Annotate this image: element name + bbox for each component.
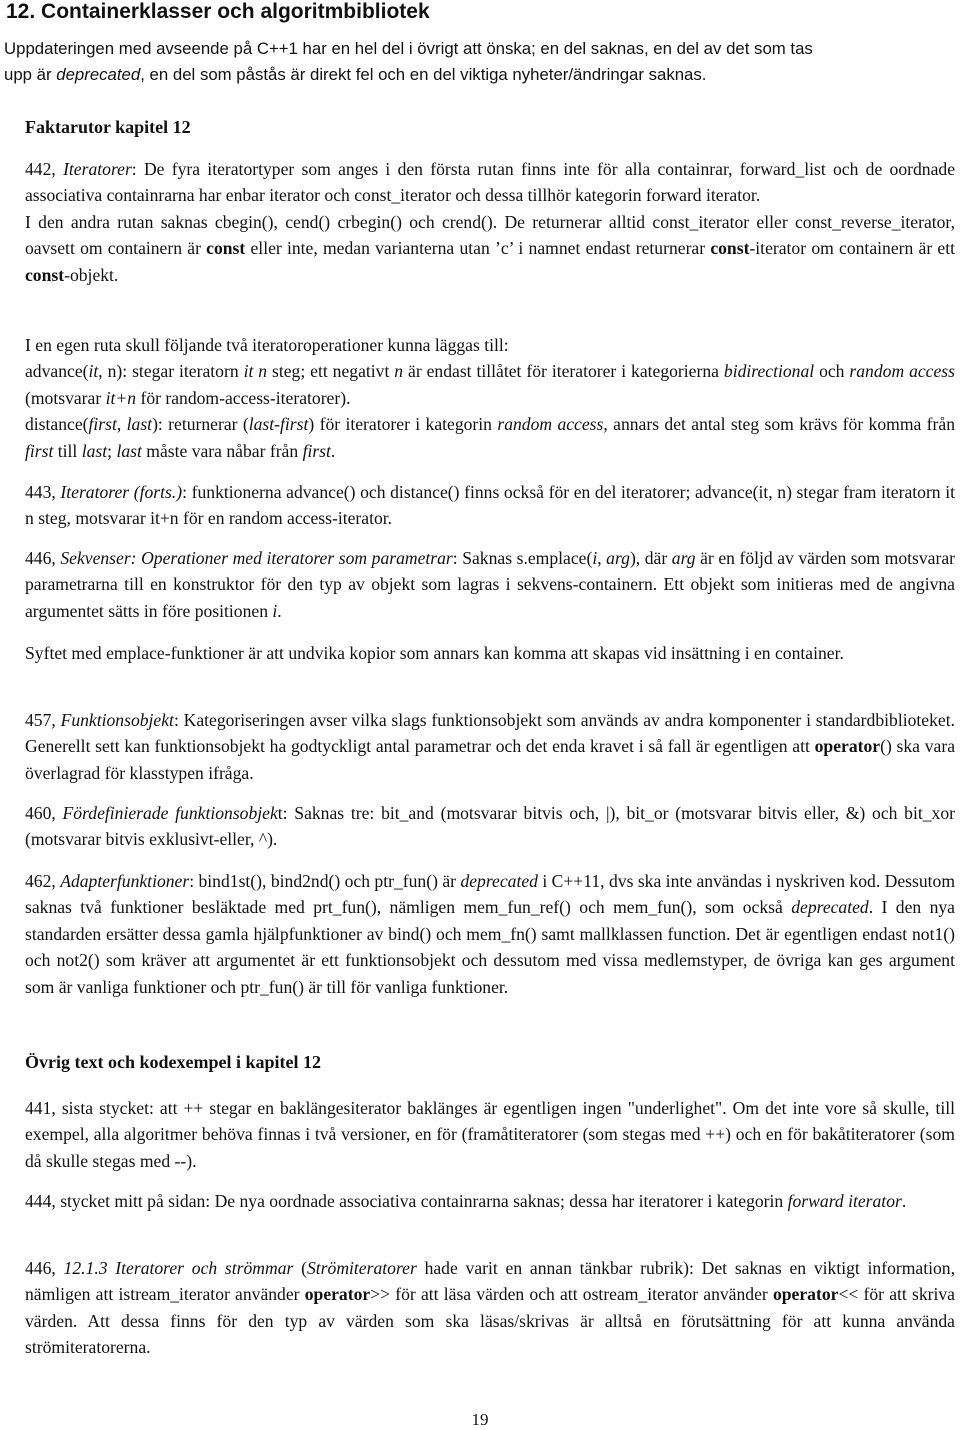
paragraph-text: 441, sista stycket: att ++ stegar en baklängesiterator baklänges är egentligen ingen "underlighet". Om det inte vore så skulle, till exempel, alla algoritmer behöva finnas i två versioner, en för (framåtiteratorer (som stegas med ++) och en för bakåtiteratorer (som då skulle stegas med --). (25, 1098, 955, 1171)
ref-number: 462 (25, 871, 52, 891)
paragraph-text: 446, 12.1.3 Iteratorer och strömmar (Strömiteratorer hade varit en annan tänkbar rubrik): Det saknas en viktigt information, nämligen att istream_iterator använder operator>> för att läsa värden och att ostream_iterator använder operator<< för att skriva värden. Att dessa finns för den typ av värden som ska läsas/skrivas är alltså en förutsättning för att kunna använda strömiteratorerna. (25, 1258, 956, 1358)
intro-text: upp är (4, 65, 57, 85)
ref-title: 12.1.3 Iteratorer och strömmar (63, 1258, 294, 1278)
ref-number: 443 (25, 482, 52, 502)
ref-number: 446 (25, 548, 52, 568)
section-heading: Övrig text och kodexempel i kapitel 12 (25, 1052, 321, 1072)
paragraph-text: 444, stycket mitt på sidan: De nya oordnade associativa containrarna saknas; dessa har iteratorer i kategorin forward iterator. (25, 1191, 907, 1211)
paragraph-text: 446, Sekvenser: Operationer med iteratorer som parametrar: Saknas s.emplace(i, arg), där arg är en följd av värden som motsvarar parametrarna till en konstruktor för den typ av objekt som lagras i sekvens-containern. Ett objekt som initieras med de angivna argumentet sätts in före positionen i. (25, 548, 956, 621)
distance-description: distance(first, last): returnerar (last-first) för iteratorer i kategorin random access, annars det antal steg som krävs för komma från first till last; last måste vara nåbar från first. (25, 414, 955, 461)
ref-number: 442 (25, 159, 52, 179)
section-faktarutor (25, 114, 955, 140)
chapter-number: 12. (6, 0, 36, 23)
ref-number: 446 (25, 1258, 52, 1278)
keyword-operator: operator (814, 736, 881, 757)
paragraph-text: I en egen ruta skull följande två iteratoroperationer kunna läggas till: (25, 335, 509, 355)
paragraph-462 (25, 868, 955, 1000)
ref-title: Iteratorer (forts.) (60, 482, 183, 502)
ref-title: Sekvenser: Operationer med iteratorer som parametrar (60, 548, 453, 568)
ref-title: Iteratorer (63, 159, 132, 179)
chapter-title: Containerklasser och algoritmbibliotek (41, 0, 430, 23)
paragraph-446-streams (25, 1255, 955, 1361)
ref-number: 460 (25, 803, 52, 823)
ref-title: Fördefinierade funktionsobjek (62, 803, 278, 823)
ref-title: Adapterfunktioner (60, 871, 190, 891)
intro-deprecated: deprecated (56, 65, 141, 85)
ref-number: 441 (25, 1098, 52, 1118)
keyword-operator: operator (304, 1284, 371, 1305)
paragraph-text: 442, Iteratorer: De fyra iteratortyper som anges i den första rutan finns inte för alla containrar, forward_list och de oordnade associativa containrarna har enbar iterator och const_iterator och dessa tillhör kategorin forward iterator. (25, 159, 956, 206)
paragraph-442 (25, 156, 955, 288)
paragraph-text: 457, Funktionsobjekt: Kategoriseringen avser vilka slags funktionsobjekt som används av andra komponenter i standardbiblioteket. Generellt sett kan funktionsobjekt ha godtyckligt antal parametrar och det enda kravet i så fall är egentligen att operator() ska vara överlagrad för klasstypen ifråga. (25, 710, 956, 783)
ref-title: Funktionsobjekt (60, 710, 174, 730)
intro-line: Uppdateringen med avseende på C++1 har en hel del i övrigt att önska; en del saknas, en del av det som tas (4, 39, 813, 58)
intro-text: , en del som påstås är direkt fel och en del viktiga nyheter/ändringar saknas. (140, 65, 707, 85)
paragraph-444 (25, 1188, 955, 1214)
section-ovrig-text (25, 1049, 955, 1075)
section-heading: Faktarutor kapitel 12 (25, 117, 191, 137)
ref-number: 444 (25, 1191, 52, 1211)
paragraph-text: 443, Iteratorer (forts.): funktionerna advance() och distance() finns också för en del iteratorer; advance(it, n) stegar fram iteratorn it n steg, motsvarar it+n för en random access-iterator. (25, 482, 955, 529)
paragraph-446-emplace (25, 640, 955, 666)
advance-description: advance(it, n): stegar iteratorn it n steg; ett negativt n är endast tillåtet för iteratorer i kategorierna bidirectional och random access (motsvarar it+n för random-access-iteratorer). (25, 361, 955, 408)
paragraph-441 (25, 1095, 955, 1174)
ref-number: 457 (25, 710, 52, 730)
paragraph-446 (25, 545, 955, 624)
paragraph-text: 460, Fördefinierade funktionsobjekt: Saknas tre: bit_and (motsvarar bitvis och, |), bit_or (motsvarar bitvis eller, &) och bit_xor (motsvarar bitvis exklusivt-eller, ^). (25, 803, 955, 850)
chapter-heading (6, 0, 430, 26)
keyword-const: const (25, 264, 65, 285)
paragraph-460 (25, 800, 955, 853)
keyword-const: const (206, 238, 246, 259)
paragraph-442-extra (25, 332, 955, 464)
paragraph-443 (25, 479, 955, 532)
keyword-const: const (710, 238, 750, 259)
page-number: 19 (471, 1410, 489, 1429)
paragraph-text: Syftet med emplace-funktioner är att undvika kopior som annars kan komma att skapas vid insättning i en container. (25, 643, 844, 663)
paragraph-text: I den andra rutan saknas cbegin(), cend() crbegin() och crend(). De returnerar alltid const_iterator eller const_reverse_iterator, oavsett om containern är const eller inte, medan varianterna utan ’c’ i namnet endast returnerar const-iterator om containern är ett const-objekt. (25, 211, 955, 285)
paragraph-text: 462, Adapterfunktioner: bind1st(), bind2nd() och ptr_fun() är deprecated i C++11, dvs ska inte användas i nyskriven kod. Dessutom saknas två funktioner besläktade med prt_fun(), nämligen mem_fun_ref() och mem_fun(), som också deprecated. I den nya standarden ersätter dessa gamla hjälpfunktioner av bind() och mem_fn() samt mallklassen function. Det är egentligen endast not1() och not2() som kräver att argumentet är ett funktionsobjekt och dessutom med vissa medlemstyper, de övriga kan ges argument som är vanliga funktioner och ptr_fun() är till för vanliga funktioner. (25, 871, 956, 997)
keyword-operator: operator (772, 1284, 839, 1305)
intro-paragraph (4, 36, 955, 89)
paragraph-457 (25, 707, 955, 786)
